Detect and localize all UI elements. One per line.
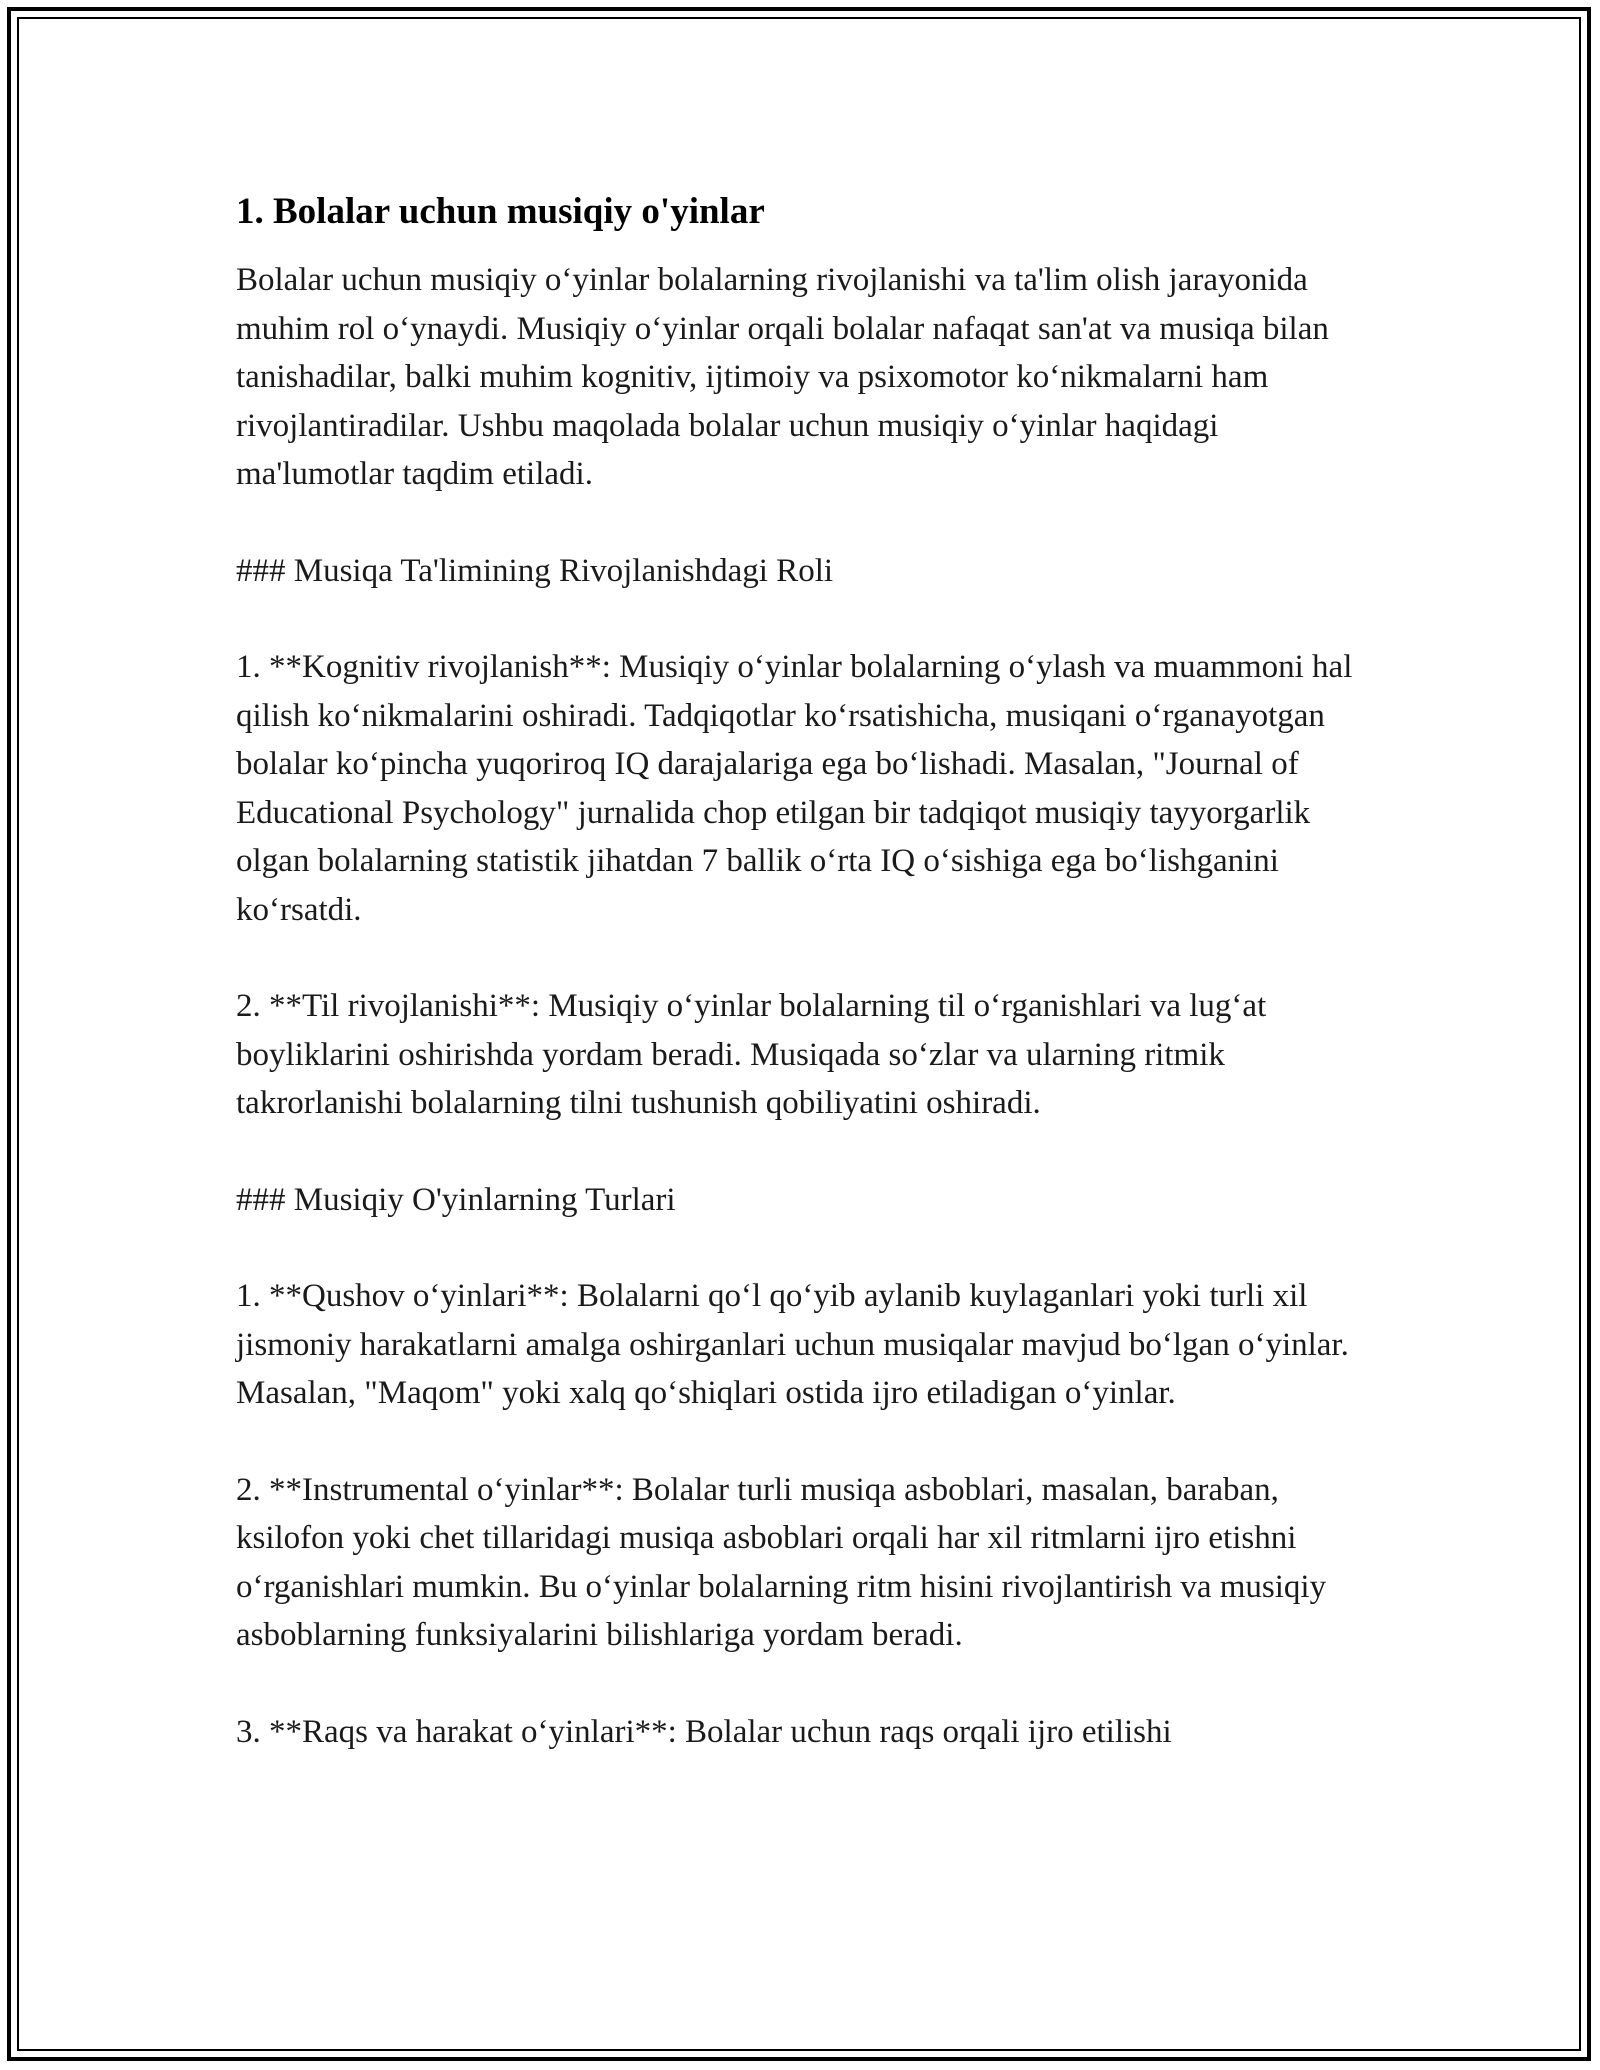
list-item-instrumental: 2. **Instrumental o‘yinlar**: Bolalar turli musiqa asboblari, masalan, baraban, ksilofon yoki chet tillaridagi musiqa asboblari orqali har xil ritmlarni ijro etishni o‘rganishlari mumkin. Bu o‘yinlar bolalarning ritm hisini rivojlantirish va musiqiy asboblarning funksiyalarini bilishlariga yordam beradi.	[236, 1471, 1327, 1653]
document-title: 1. Bolalar uchun musiqiy o'yinlar	[236, 191, 765, 232]
section-heading-role: ### Musiqa Ta'limining Rivojlanishdagi Roli	[236, 552, 834, 589]
list-item-dance: 3. **Raqs va harakat o‘yinlari**: Bolalar uchun raqs orqali ijro etilishi	[236, 1713, 1172, 1750]
list-item-cognitive: 1. **Kognitiv rivojlanish**: Musiqiy o‘yinlar bolalarning o‘ylash va muammoni hal qilish ko‘nikmalarini oshiradi. Tadqiqotlar ko‘rsatishicha, musiqani o‘rganayotgan bolalar ko‘pincha yuqoriroq IQ darajalariga ega bo‘lishadi. Masalan, "Journal of Educational Psychology" jurnalida chop etilgan bir tadqiqot musiqiy tayyorgarlik olgan bolalarning statistik jihatdan 7 ballik o‘rta IQ o‘sishiga ega bo‘lishganini ko‘rsatdi.	[236, 649, 1353, 928]
intro-paragraph: Bolalar uchun musiqiy o‘yinlar bolalarning rivojlanishi va ta'lim olish jarayonida muhim rol o‘ynaydi. Musiqiy o‘yinlar orqali bolalar nafaqat san'at va musiqa bilan tanishadilar, balki muhim kognitiv, ijtimoiy va psixomotor ko‘nikmalarni ham rivojlantiradilar. Ushbu maqolada bolalar uchun musiqiy o‘yinlar haqidagi ma'lumotlar taqdim etiladi.	[236, 262, 1329, 492]
list-item-qushov: 1. **Qushov o‘yinlari**: Bolalarni qo‘l qo‘yib aylanib kuylaganlari yoki turli xil jismoniy harakatlarni amalga oshirganlari uchun musiqalar mavjud bo‘lgan o‘yinlar. Masalan, "Maqom" yoki xalq qo‘shiqlari ostida ijro etiladigan o‘yinlar.	[236, 1278, 1349, 1411]
document-page	[236, 188, 1356, 1756]
section-heading-types: ### Musiqiy O'yinlarning Turlari	[236, 1181, 676, 1218]
list-item-language: 2. **Til rivojlanishi**: Musiqiy o‘yinlar bolalarning til o‘rganishlari va lug‘at boyliklarini oshirishda yordam beradi. Musiqada so‘zlar va ularning ritmik takrorlanishi bolalarning tilni tushunish qobiliyatini oshiradi.	[236, 988, 1267, 1121]
